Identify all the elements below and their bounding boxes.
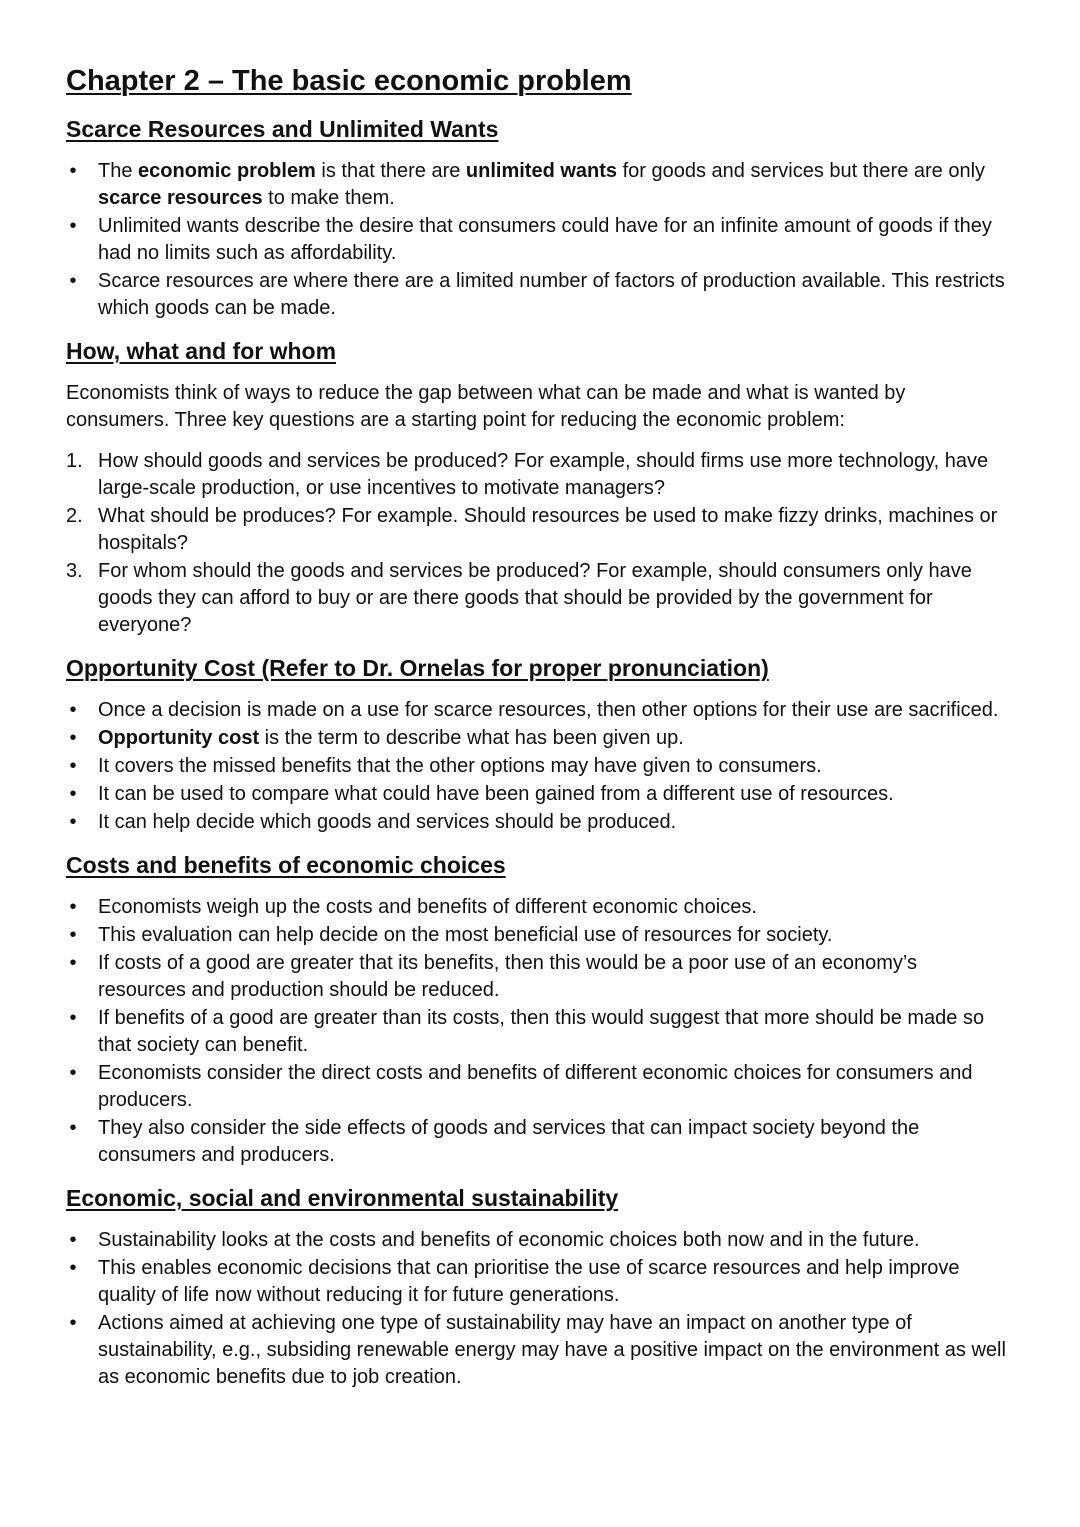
- list-number: 3.: [66, 560, 83, 582]
- text-run: is the term to describe what has been given up.: [259, 727, 684, 749]
- list-number: 1.: [66, 450, 83, 472]
- list-item: • It covers the missed benefits that the other options may have given to consumers.: [66, 753, 1010, 780]
- list-item: • Economists weigh up the costs and benefits of different economic choices.: [66, 894, 1010, 921]
- bold-term: Opportunity cost: [98, 727, 260, 749]
- list-item: • It can be used to compare what could have been gained from a different use of resources.: [66, 781, 1010, 808]
- scarce-bullet-list: [66, 158, 1010, 322]
- list-item: • This evaluation can help decide on the most beneficial use of resources for society.: [66, 922, 1010, 949]
- list-item-text: How should goods and services be produced? For example, should firms use more technology, have large-scale production, or use incentives to motivate managers?: [98, 450, 989, 499]
- page-title: Chapter 2 – The basic economic problem: [66, 65, 632, 97]
- text-run: The: [98, 160, 139, 182]
- list-item: • Once a decision is made on a use for scarce resources, then other options for their use are sacrificed.: [66, 697, 1010, 724]
- text-run: for goods and services but there are only: [617, 160, 986, 182]
- how-intro-paragraph: Economists think of ways to reduce the gap between what can be made and what is wanted by consumers. Three key questions are a starting point for reducing the economic problem:: [66, 382, 906, 431]
- list-item: • If benefits of a good are greater than its costs, then this would suggest that more should be made so that society can benefit.: [66, 1005, 1010, 1059]
- list-item: • Sustainability looks at the costs and benefits of economic choices both now and in the future.: [66, 1227, 1010, 1254]
- list-item: [66, 158, 1010, 212]
- text-run: to make them.: [262, 187, 395, 209]
- list-item: • Scarce resources are where there are a limited number of factors of production available. This restricts which goods can be made.: [66, 268, 1010, 322]
- list-item: • Unlimited wants describe the desire that consumers could have for an infinite amount of goods if they had no limits such as affordability.: [66, 213, 1010, 267]
- section-heading-how: How, what and for whom: [66, 338, 337, 364]
- opportunity-bullet-list: [66, 697, 1010, 836]
- list-item: [66, 503, 1010, 557]
- list-number: 2.: [66, 505, 83, 527]
- list-item: • This enables economic decisions that can prioritise the use of scarce resources and help improve quality of life now without reducing it for future generations.: [66, 1255, 1010, 1309]
- section-heading-scarce: Scarce Resources and Unlimited Wants: [66, 116, 499, 142]
- list-item: • It can help decide which goods and services should be produced.: [66, 809, 1010, 836]
- section-heading-costs: Costs and benefits of economic choices: [66, 852, 506, 878]
- list-item-text: For whom should the goods and services be produced? For example, should consumers only have goods they can afford to buy or are there goods that should be provided by the government for everyone?: [98, 560, 972, 636]
- list-item: • They also consider the side effects of goods and services that can impact society beyond the consumers and producers.: [66, 1115, 1010, 1169]
- text-run: is that there are: [315, 160, 466, 182]
- sustainability-bullet-list: [66, 1227, 1010, 1391]
- list-item: [66, 448, 1010, 502]
- bold-term: economic problem: [138, 160, 316, 182]
- bold-term: scarce resources: [98, 187, 263, 209]
- list-item: • Actions aimed at achieving one type of sustainability may have an impact on another type of sustainability, e.g., subsiding renewable energy may have a positive impact on the environment as well as economic benefits due to job creation.: [66, 1310, 1010, 1391]
- list-item: • Economists consider the direct costs and benefits of different economic choices for consumers and producers.: [66, 1060, 1010, 1114]
- list-item-text: What should be produces? For example. Should resources be used to make fizzy drinks, machines or hospitals?: [98, 505, 998, 554]
- section-heading-sustainability: Economic, social and environmental sustainability: [66, 1185, 619, 1211]
- list-item: • If costs of a good are greater that its benefits, then this would be a poor use of an economy’s resources and production should be reduced.: [66, 950, 1010, 1004]
- bold-term: unlimited wants: [465, 160, 618, 182]
- how-numbered-list: [66, 448, 1010, 639]
- list-item: [66, 558, 1010, 639]
- list-item: [66, 725, 1010, 752]
- section-heading-opportunity: Opportunity Cost (Refer to Dr. Ornelas for proper pronunciation): [66, 655, 769, 681]
- costs-bullet-list: [66, 894, 1010, 1169]
